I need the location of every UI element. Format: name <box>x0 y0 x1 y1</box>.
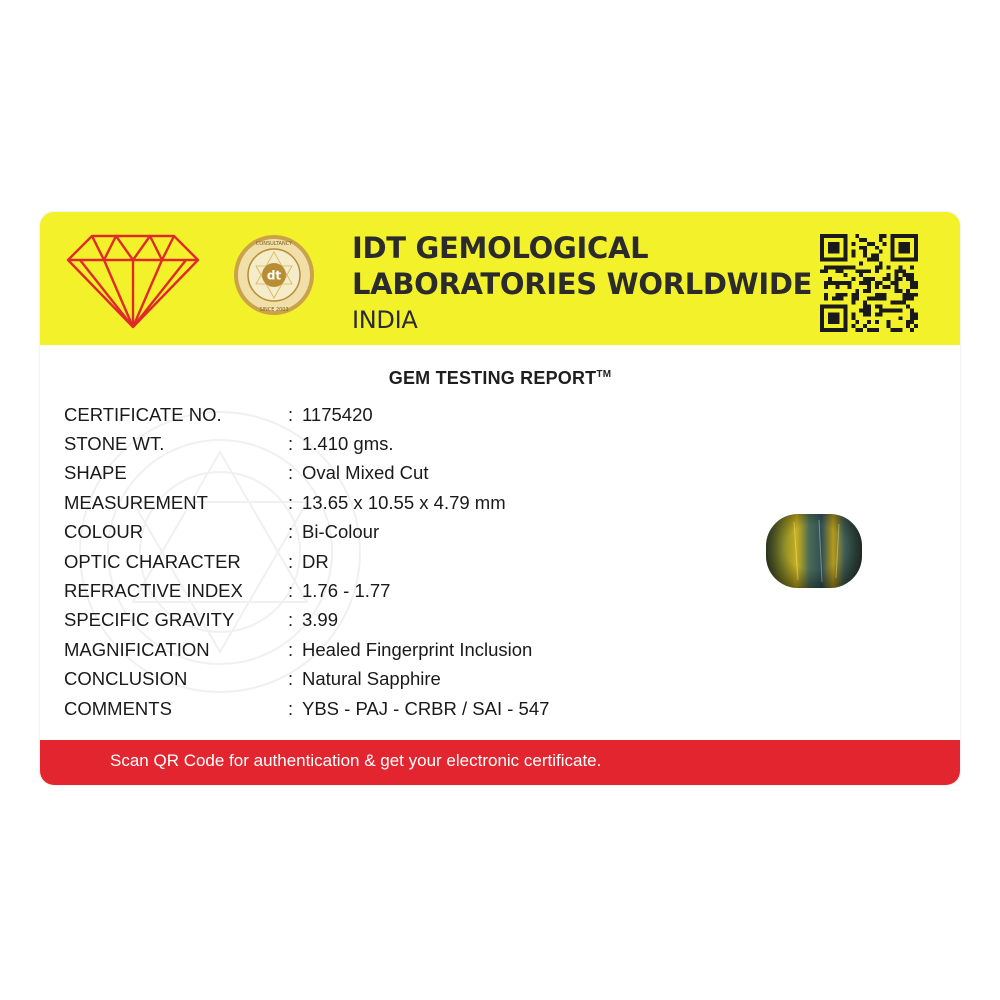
field-row-conclusion <box>64 665 684 694</box>
field-row-shape <box>64 459 684 488</box>
svg-text:dt: dt <box>266 268 282 283</box>
field-value: DR <box>302 550 329 572</box>
field-colon: : <box>288 609 294 631</box>
field-row-comments <box>64 694 684 723</box>
report-fields <box>64 400 684 723</box>
field-label: SPECIFIC GRAVITY <box>64 609 235 631</box>
field-value: Healed Fingerprint Inclusion <box>302 638 533 660</box>
field-colon: : <box>288 580 294 602</box>
field-label: MAGNIFICATION <box>64 638 210 660</box>
field-row-measurement <box>64 488 684 517</box>
field-row-colour <box>64 518 684 547</box>
field-value: Oval Mixed Cut <box>302 462 429 484</box>
lab-name-line2: LABORATORIES WORLDWIDE <box>352 267 813 301</box>
field-row-stone-wt <box>64 429 684 458</box>
report-title <box>40 368 960 389</box>
field-colon: : <box>288 550 294 572</box>
trademark-symbol: TM <box>596 369 612 380</box>
field-row-magnification <box>64 635 684 664</box>
field-label: COMMENTS <box>64 697 172 719</box>
report-title-text: GEM TESTING REPORT <box>388 368 597 388</box>
field-value: 1175420 <box>302 403 373 425</box>
field-value: 3.99 <box>302 609 339 631</box>
field-row-refractive-index <box>64 576 684 605</box>
field-colon: : <box>288 697 294 719</box>
svg-text:CONSULTANCY: CONSULTANCY <box>255 241 293 247</box>
certificate-card <box>40 212 960 785</box>
certificate-header <box>40 212 960 345</box>
field-row-optic-character <box>64 547 684 576</box>
lab-name <box>352 230 812 338</box>
field-colon: : <box>288 462 294 484</box>
field-label: STONE WT. <box>64 433 165 455</box>
field-value: 1.410 gms. <box>302 433 394 455</box>
field-label: CERTIFICATE NO. <box>64 403 222 425</box>
field-value: 13.65 x 10.55 x 4.79 mm <box>302 491 506 513</box>
field-value: 1.76 - 1.77 <box>302 580 391 602</box>
svg-text:SINCE 2003: SINCE 2003 <box>259 307 289 313</box>
footer-instruction: Scan QR Code for authentication & get your electronic certificate. <box>110 751 602 770</box>
gemstone-photo <box>764 512 864 590</box>
field-value: Natural Sapphire <box>302 668 441 690</box>
field-label: COLOUR <box>64 521 144 543</box>
field-value: YBS - PAJ - CRBR / SAI - 547 <box>302 697 550 719</box>
lab-name-line1: IDT GEMOLOGICAL <box>352 231 649 265</box>
field-label: CONCLUSION <box>64 668 188 690</box>
field-label: REFRACTIVE INDEX <box>64 580 243 602</box>
field-label: MEASUREMENT <box>64 491 208 513</box>
field-row-certificate-no <box>64 400 684 429</box>
lab-country: INDIA <box>352 306 418 334</box>
field-value: Bi-Colour <box>302 521 380 543</box>
field-colon: : <box>288 433 294 455</box>
field-colon: : <box>288 668 294 690</box>
laboratory-seal-icon <box>233 234 315 316</box>
field-label: SHAPE <box>64 462 127 484</box>
qr-code-icon[interactable] <box>820 234 918 332</box>
field-row-specific-gravity <box>64 606 684 635</box>
certificate-footer <box>40 740 960 785</box>
field-colon: : <box>288 638 294 660</box>
field-colon: : <box>288 521 294 543</box>
field-label: OPTIC CHARACTER <box>64 550 241 572</box>
field-colon: : <box>288 403 294 425</box>
diamond-logo-icon <box>58 230 208 330</box>
field-colon: : <box>288 491 294 513</box>
